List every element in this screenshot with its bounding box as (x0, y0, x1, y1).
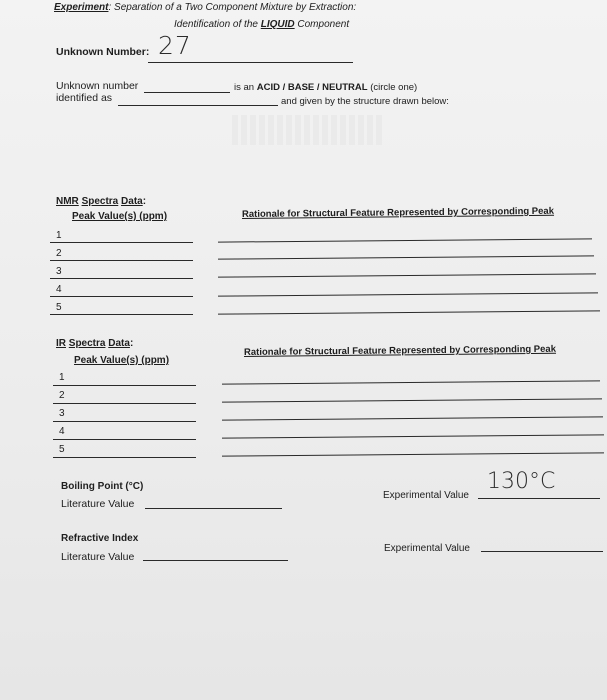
ir-peak-line (53, 403, 196, 404)
nmr-row-number: 2 (56, 248, 62, 259)
identification-subtitle (174, 19, 349, 30)
nmr-peak-line (50, 314, 193, 315)
nmr-peak-header-text: Peak Value(s) (ppm) (72, 211, 168, 222)
unknown-number-label: Unknown Number: (56, 46, 150, 58)
boiling-experimental-label: Experimental Value (383, 490, 469, 501)
ir-rationale-header (244, 344, 556, 358)
acid-base-neutral-text (234, 82, 417, 93)
identified-line-a (144, 92, 230, 93)
ir-peak-header (74, 355, 169, 366)
nmr-row-number: 5 (56, 302, 62, 313)
acid-base-suffix: (circle one) (367, 82, 418, 93)
unknown-identified-line1b: identified as (56, 92, 113, 104)
nmr-row-number: 3 (56, 266, 62, 277)
unknown-number-line (148, 62, 353, 63)
boiling-point-heading: Boiling Point (°C) (61, 481, 144, 492)
ir-rationale-line (222, 398, 602, 402)
ir-rationale-line (222, 452, 604, 456)
nmr-heading-a: NMR (56, 196, 79, 207)
experiment-label: Experiment (54, 2, 109, 13)
unknown-number-handwritten: 27 (158, 31, 192, 60)
ir-row-number: 4 (59, 426, 65, 437)
acid-base-prefix: is an (234, 82, 257, 93)
nmr-heading-c: Data (121, 196, 143, 207)
structure-drawn-text: and given by the structure drawn below: (281, 96, 449, 107)
ir-peak-header-text: Peak Value(s) (ppm) (74, 355, 170, 366)
ir-row-number: 3 (59, 408, 65, 419)
nmr-rationale-line (218, 292, 598, 296)
ir-row-number: 1 (59, 372, 65, 383)
nmr-peak-line (50, 242, 193, 243)
ir-peak-line (53, 439, 196, 440)
nmr-peak-header (72, 211, 167, 222)
nmr-row-number: 1 (56, 230, 62, 241)
boiling-literature-label: Literature Value (61, 498, 135, 510)
boiling-experimental-line (478, 498, 600, 499)
ir-peak-line (53, 421, 196, 422)
refractive-experimental-line (481, 551, 603, 552)
boiling-literature-line (145, 508, 282, 509)
nmr-heading: NMR Spectra Data: (56, 196, 147, 207)
refractive-literature-label: Literature Value (61, 551, 135, 563)
nmr-peak-line (50, 278, 193, 279)
nmr-rationale-line (218, 255, 594, 259)
ir-peak-line (53, 385, 196, 386)
nmr-row-number: 4 (56, 284, 62, 295)
nmr-heading-b: Spectra (81, 196, 119, 207)
ir-rationale-header-text: Rationale for Structural Feature Represented by Corresponding Peak (243, 343, 557, 358)
identification-prefix: Identification of the (174, 19, 261, 30)
ir-heading-a: IR (56, 338, 66, 349)
refractive-experimental-label: Experimental Value (384, 543, 470, 554)
nmr-peak-line (50, 260, 193, 261)
bleed-through-text (232, 115, 382, 145)
refractive-literature-line (143, 560, 288, 561)
ir-row-number: 2 (59, 390, 65, 401)
ir-rationale-line (222, 380, 600, 384)
ir-heading-c: Data (108, 338, 130, 349)
nmr-rationale-line (218, 310, 600, 314)
experiment-title (54, 2, 356, 13)
nmr-peak-line (50, 296, 193, 297)
identification-suffix: Component (294, 19, 350, 30)
experiment-text: : Separation of a Two Component Mixture by Extraction: (108, 2, 357, 13)
ir-row-number: 5 (59, 444, 65, 455)
identification-liquid: LIQUID (260, 19, 295, 30)
ir-heading-b: Spectra (68, 338, 106, 349)
boiling-experimental-handwritten: 130°C (487, 469, 556, 494)
nmr-rationale-line (218, 273, 596, 277)
ir-rationale-line (222, 416, 603, 420)
ir-peak-line (53, 457, 196, 458)
identified-line-b (118, 105, 278, 106)
ir-rationale-line (222, 434, 604, 438)
nmr-rationale-header-text: Rationale for Structural Feature Represented by Corresponding Peak (241, 205, 555, 220)
refractive-index-heading: Refractive Index (61, 533, 139, 544)
acid-base-options: ACID / BASE / NEUTRAL (256, 82, 368, 93)
ir-heading: IR Spectra Data: (56, 338, 134, 349)
nmr-rationale-line (218, 238, 592, 242)
nmr-rationale-header (242, 206, 554, 220)
unknown-identified-line1: Unknown number (56, 80, 139, 92)
